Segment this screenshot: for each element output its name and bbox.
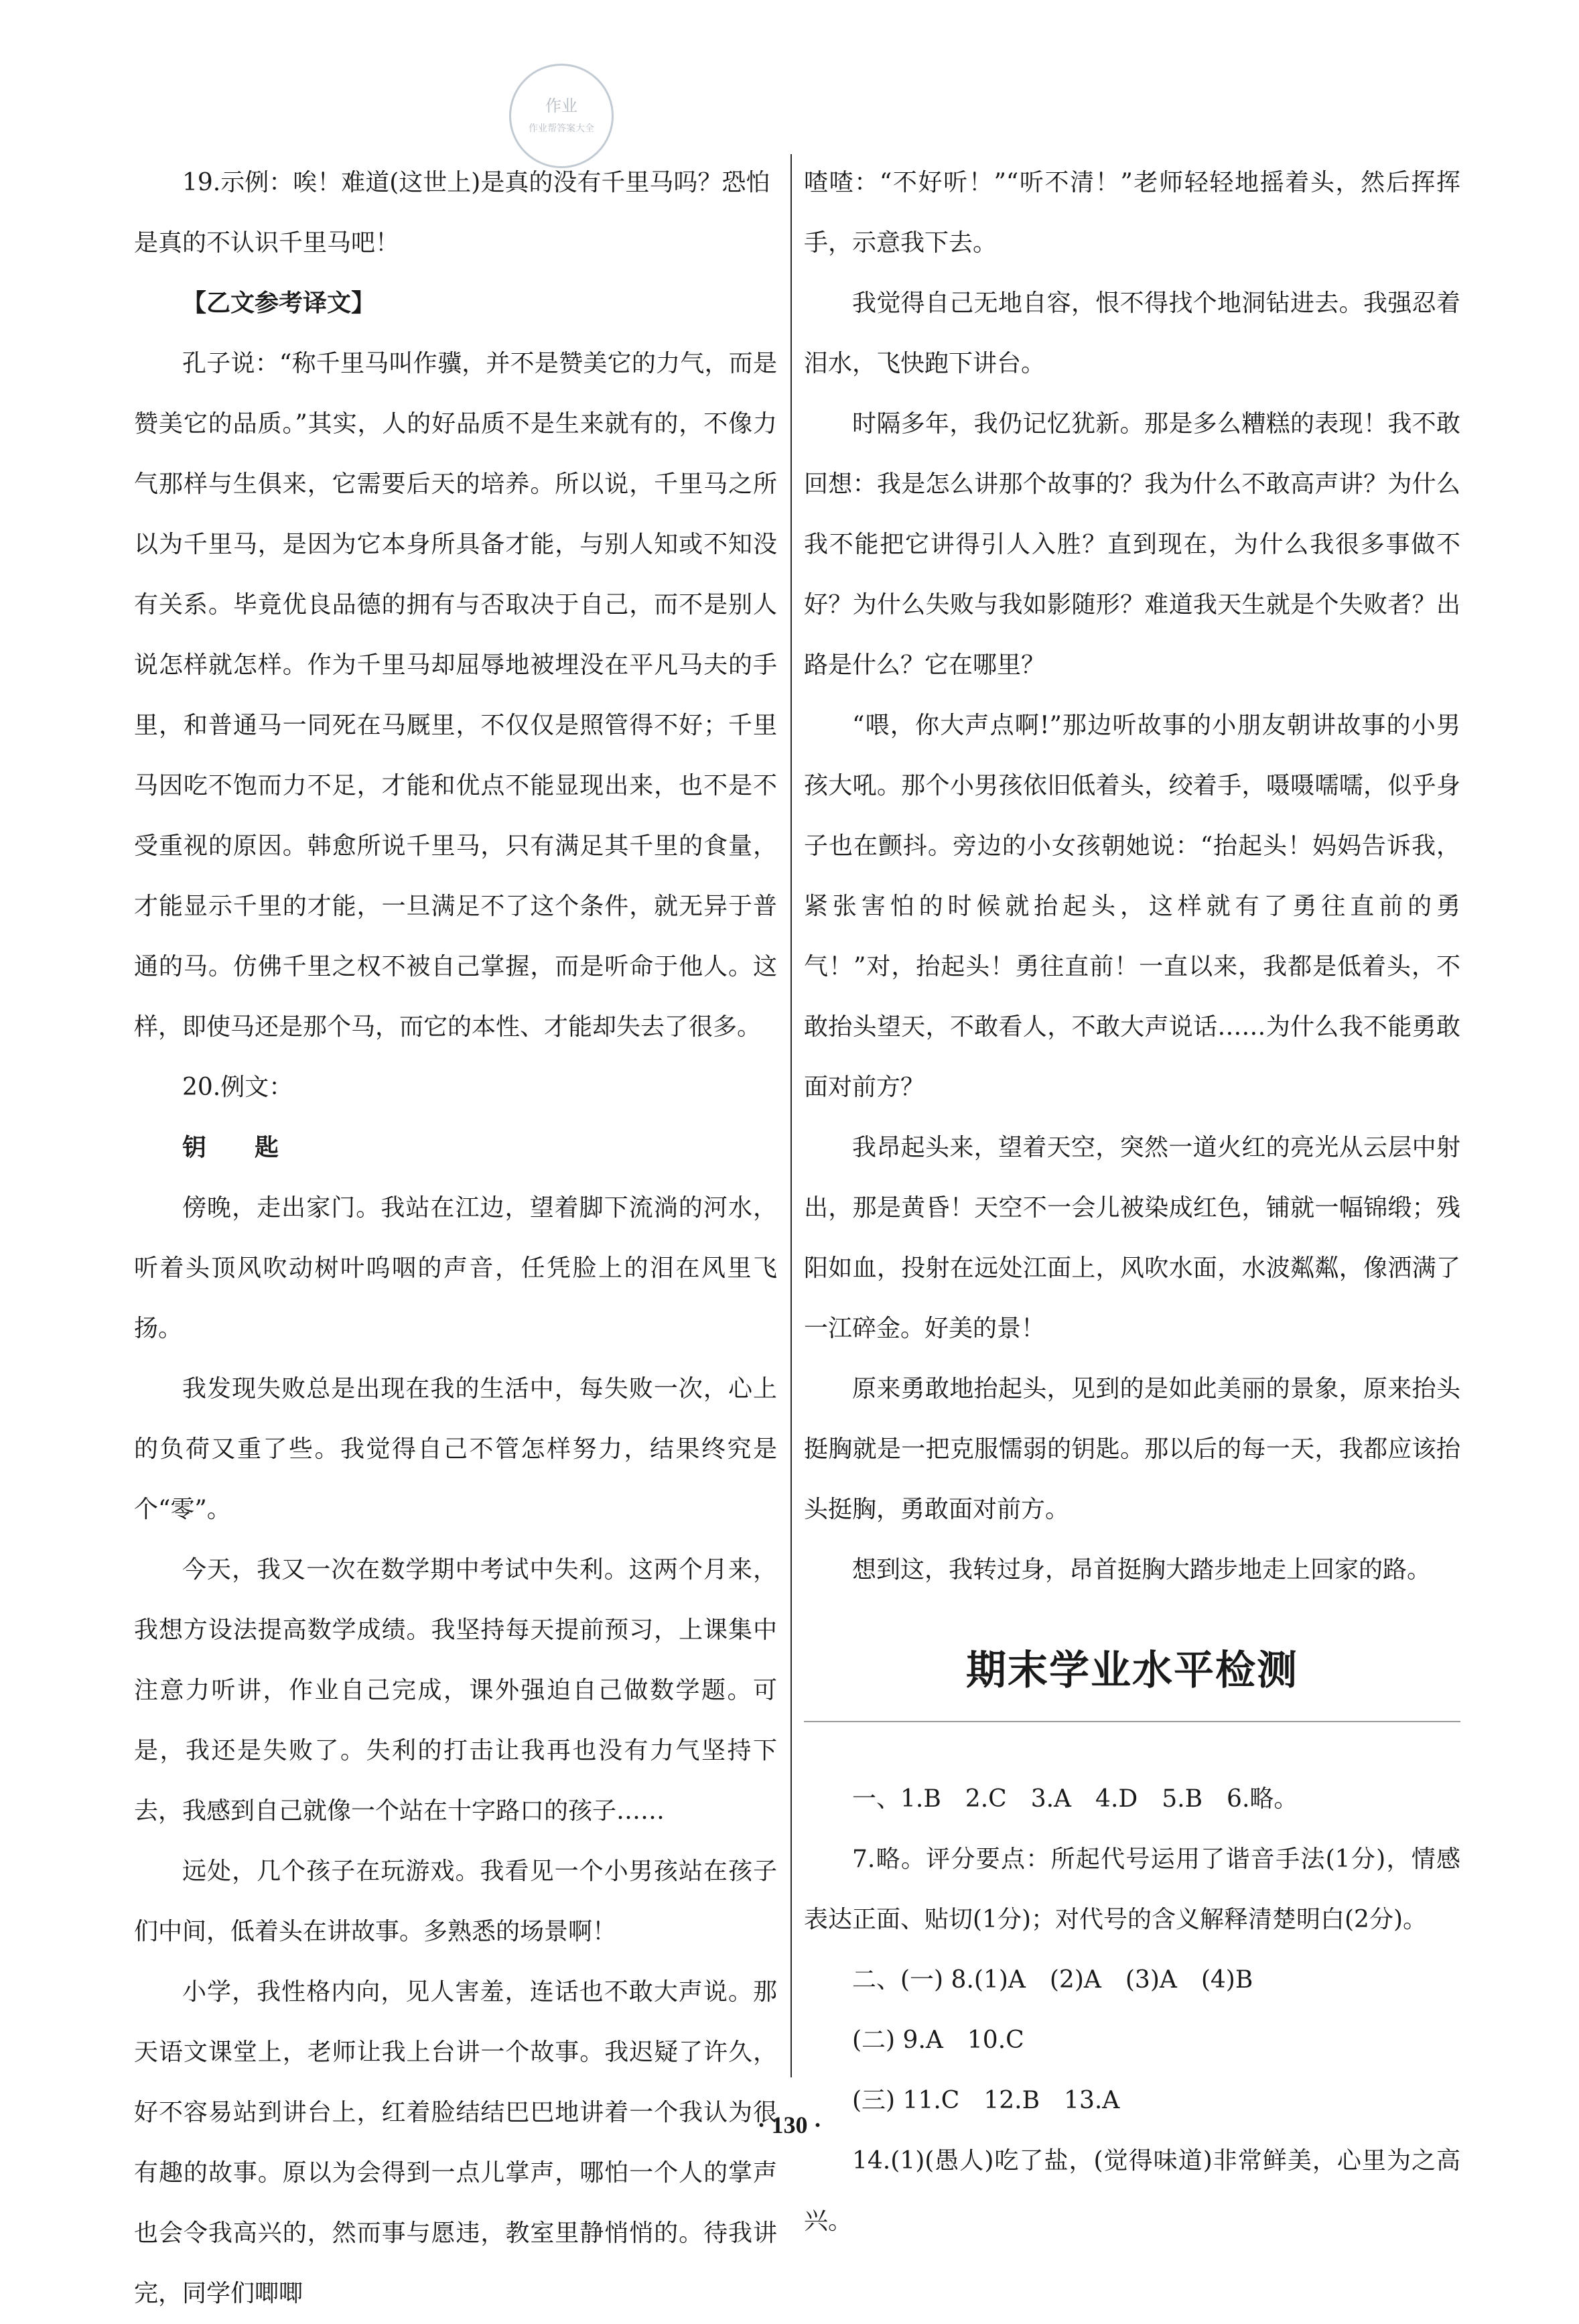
section-title: 期末学业水平检测	[966, 1647, 1298, 1694]
essay-continued-5: 我昂起头来，望着天空，突然一道火红的亮光从云层中射出，那是黄昏！天空不一会儿被染成红色，铺就一幅锦缎；残阳如血，投射在远处江面上，风吹水面，水波粼粼，像洒满了一江碎金。好美的景！	[804, 1134, 1460, 1342]
essay-paragraph-3: 今天，我又一次在数学期中考试中失利。这两个月来，我想方设法提高数学成绩。我坚持每天提前预习，上课集中注意力听讲，作业自己完成，课外强迫自己做数学题。可是，我还是失败了。失利的打击让我再也没有力气坚持下去，我感到自己就像一个站在十字路口的孩子……	[134, 1556, 777, 1825]
essay-continued-4: “喂，你大声点啊!”那边听故事的小朋友朝讲故事的小男孩大吼。那个小男孩依旧低着头，绞着手，嗫嗫嚅嚅，似乎身子也在颤抖。旁边的小女孩朝她说：“抬起头！妈妈告诉我，紧张害怕的时候就抬起头，这样就有了勇往直前的勇气！”对，抬起头！勇往直前！一直以来，我都是低着头，不敢抬头望天，不敢看人，不敢大声说话……为什么我不能勇敢面对前方？	[804, 712, 1460, 1101]
essay-paragraph-1: 傍晚，走出家门。我站在江边，望着脚下流淌的河水，听着头顶风吹动树叶呜咽的声音，任凭脸上的泪在风里飞扬。	[134, 1194, 777, 1342]
answers-part2-q11-13: (三) 11.C 12.B 13.A	[852, 2087, 1120, 2114]
column-divider	[791, 154, 792, 2077]
right-column	[804, 153, 1460, 2252]
translation-paragraph: 孔子说：“称千里马叫作骥，并不是赞美它的力气，而是赞美它的品质。”其实，人的好品质不是生来就有的，不像力气那样与生俱来，它需要后天的培养。所以说，千里马之所以为千里马，是因为它本身所具备才能，与别人知或不知没有关系。毕竟优良品德的拥有与否取决于自己，而不是别人说怎样就怎样。作为千里马却屈辱地被埋没在平凡马夫的手里，和普通马一同死在马厩里，不仅仅是照管得不好；千里马因吃不饱而力不足，才能和优点不能显现出来，也不是不受重视的原因。韩愈所说千里马，只有满足其千里的食量，才能显示千里的才能，一旦满足不了这个条件，就无异于普通的马。仿佛千里之权不被自己掌握，而是听命于他人。这样，即使马还是那个马，而它的本性、才能却失去了很多。	[134, 350, 777, 1041]
reference-translation-heading: 【乙文参考译文】	[182, 289, 376, 317]
essay-continued-6: 原来勇敢地抬起头，见到的是如此美丽的景象，原来抬头挺胸就是一把克服懦弱的钥匙。那以后的每一天，我都应该抬头挺胸，勇敢面对前方。	[804, 1375, 1460, 1523]
essay-paragraph-2: 我发现失败总是出现在我的生活中，每失败一次，心上的负荷又重了些。我觉得自己不管怎样努力，结果终究是个“零”。	[134, 1375, 777, 1523]
stamp-top-text: 作业	[545, 96, 577, 115]
essay-paragraph-4: 远处，几个孩子在玩游戏。我看见一个小男孩站在孩子们中间，低着头在讲故事。多熟悉的场景啊！	[134, 1858, 777, 1945]
stamp-sub-text: 作业帮答案大全	[529, 123, 594, 134]
section-title-rule	[804, 1721, 1460, 1722]
essay-continued-1: 喳喳：“不好听！”“听不清！”老师轻轻地摇着头，然后挥挥手，示意我下去。	[804, 169, 1460, 257]
answers-part2-q9-10: (二) 9.A 10.C	[852, 2026, 1024, 2054]
answer-q14: 14.(1)(愚人)吃了盐，(觉得味道)非常鲜美，心里为之高兴。	[804, 2147, 1460, 2235]
q20-label: 20.例文：	[182, 1074, 293, 1101]
essay-paragraph-5: 小学，我性格内向，见人害羞，连话也不敢大声说。那天语文课堂上，老师让我上台讲一个故事。我迟疑了许久，好不容易站到讲台上，红着脸结结巴巴地讲着一个我认为很有趣的故事。原以为会得到一点儿掌声，哪怕一个人的掌声也会令我高兴的，然而事与愿违，教室里静悄悄的。待我讲完，同学们唧唧	[134, 1978, 777, 2307]
essay-continued-7: 想到这，我转过身，昂首挺胸大踏步地走上回家的路。	[852, 1556, 1432, 1584]
left-column	[134, 153, 777, 2324]
q19-answer-line2: 是真的不认识千里马吧！	[134, 229, 400, 257]
essay-continued-2: 我觉得自己无地自容，恨不得找个地洞钻进去。我强忍着泪水，飞快跑下讲台。	[804, 289, 1460, 377]
answers-part1: 一、1.B 2.C 3.A 4.D 5.B 6.略。	[852, 1785, 1298, 1813]
q19-answer-line1: 19.示例：唉！难道(这世上)是真的没有千里马吗？恐怕	[182, 169, 770, 196]
essay-continued-3: 时隔多年，我仍记忆犹新。那是多么糟糕的表现！我不敢回想：我是怎么讲那个故事的？我为什么不敢高声讲？为什么我不能把它讲得引人入胜？直到现在，为什么我很多事做不好？为什么失败与我如影随形？难道我天生就是个失败者？出路是什么？它在哪里？	[804, 410, 1460, 679]
answer-q7: 7.略。评分要点：所起代号运用了谐音手法(1分)，情感表达正面、贴切(1分)；对代号的含义解释清楚明白(2分)。	[804, 1846, 1460, 1933]
essay-title: 钥匙	[182, 1134, 328, 1161]
page-number: · 130 ·	[757, 2112, 822, 2138]
answers-part2-q8: 二、(一) 8.(1)A (2)A (3)A (4)B	[852, 1966, 1253, 1994]
